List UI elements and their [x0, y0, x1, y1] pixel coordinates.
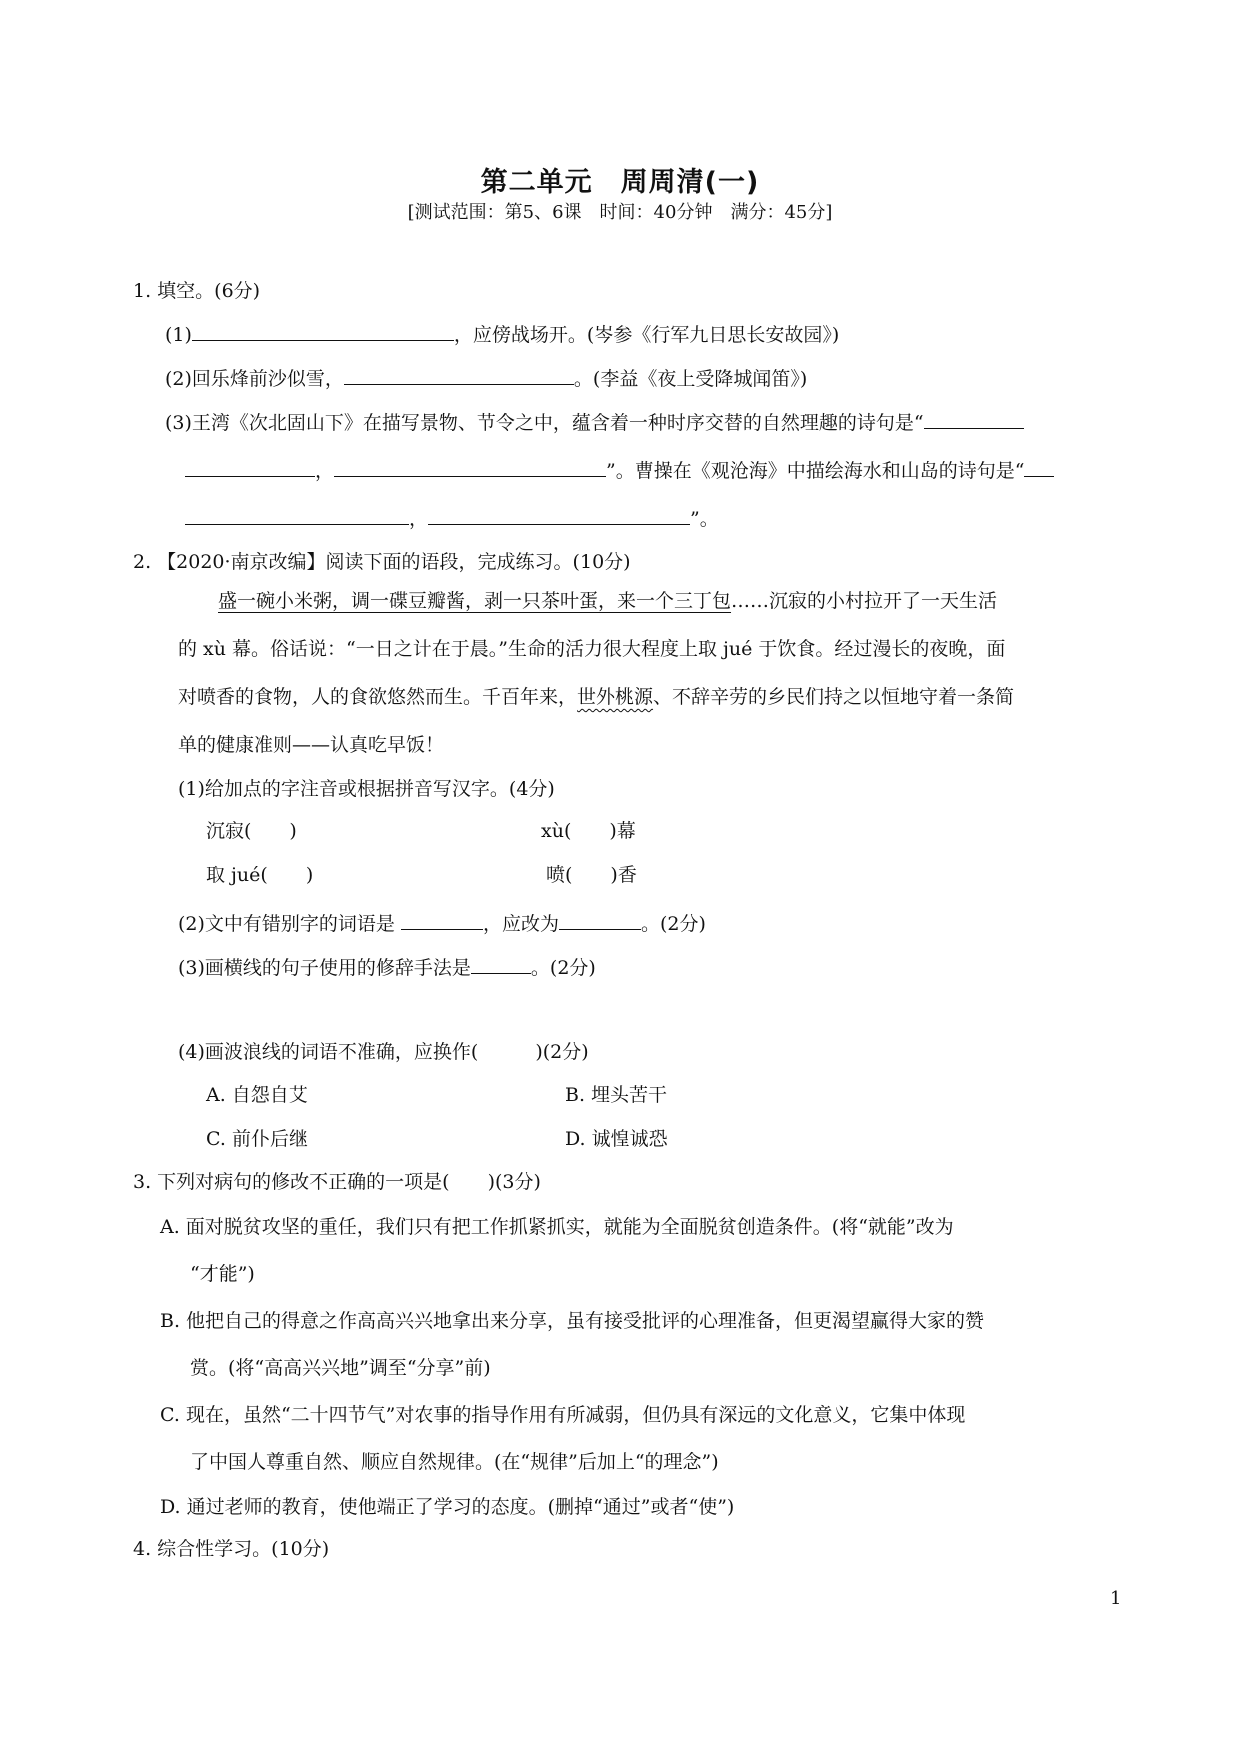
q3-option-a-line1[interactable]: A. 面对脱贫攻坚的重任，我们只有把工作抓紧抓实，就能为全面脱贫创造条件。(将“就能”改为 [160, 1216, 954, 1238]
q2-sub1-item-d[interactable]: 喷( )香 [546, 864, 637, 886]
q3-option-b-line2: 赏。(将“高高兴兴地”调至“分享”前) [190, 1357, 491, 1379]
q1-p1-prefix: (1) [165, 324, 192, 346]
answer-blank[interactable] [185, 458, 315, 477]
q3-option-b-line1[interactable]: B. 他把自己的得意之作高高兴兴地拿出来分享，虽有接受批评的心理准备，但更渴望赢得大家的赞 [160, 1310, 985, 1332]
q2-sub1-item-c[interactable]: 取 jué( ) [206, 864, 314, 886]
option-c[interactable]: C. 前仆后继 [206, 1128, 308, 1150]
q2-sub3-text: (3)画横线的句子使用的修辞手法是 [178, 957, 471, 979]
answer-blank[interactable] [924, 410, 1024, 429]
q2-stem: 2. 【2020·南京改编】阅读下面的语段，完成练习。(10分) [133, 551, 631, 573]
q1-part3-line3 [185, 504, 719, 531]
answer-blank[interactable] [401, 911, 483, 930]
q1-p3-text: ”。曹操在《观沧海》中描绘海水和山岛的诗句是“ [606, 460, 1025, 482]
q1-p2-prefix: (2)回乐烽前沙似雪， [165, 368, 344, 390]
answer-blank[interactable] [559, 911, 641, 930]
passage-line-3 [178, 682, 1014, 709]
option-d[interactable]: D. 诚惶诚恐 [565, 1128, 668, 1150]
q2-sub3-text: 。(2分) [530, 957, 596, 979]
q2-sub3 [178, 953, 596, 980]
passage-line-1 [218, 586, 997, 613]
q1-part3-line2 [185, 456, 1054, 483]
q2-sub2-text: ，应改为 [482, 913, 559, 935]
answer-blank[interactable] [334, 458, 606, 477]
q3-option-c-line2: 了中国人尊重自然、顺应自然规律。(在“规律”后加上“的理念”) [190, 1451, 719, 1473]
q1-p3-text: (3)王湾《次北固山下》在描写景物、节令之中，蕴含着一种时序交替的自然理趣的诗句是“ [165, 412, 924, 434]
answer-blank[interactable] [428, 506, 690, 525]
wavy-underlined-word: 世外桃源 [577, 686, 654, 708]
q2-sub2 [178, 909, 706, 936]
comma: ， [409, 508, 429, 530]
passage-line-4: 单的健康准则——认真吃早饭！ [178, 734, 445, 756]
underlined-sentence: 盛一碗小米粥，调一碟豆瓣酱，剥一只茶叶蛋，来一个三丁包 [218, 590, 732, 612]
answer-blank[interactable] [471, 955, 531, 974]
answer-blank[interactable] [344, 366, 574, 385]
q1-part1 [165, 320, 839, 347]
passage-text: ……沉寂的小村拉开了一天生活 [731, 590, 998, 612]
q3-option-d[interactable]: D. 通过老师的教育，使他端正了学习的态度。(删掉“通过”或者“使”) [160, 1496, 735, 1518]
q1-p3-text: ”。 [690, 508, 719, 530]
q3-stem: 3. 下列对病句的修改不正确的一项是( )(3分) [133, 1171, 541, 1193]
answer-blank[interactable] [185, 506, 409, 525]
answer-blank[interactable] [1024, 458, 1054, 477]
q2-sub2-text: (2)文中有错别字的词语是 [178, 913, 401, 935]
q2-sub1-item-b[interactable]: xù( )幕 [541, 820, 636, 842]
passage-line-2: 的 xù 幕。俗话说：“一日之计在于晨。”生命的活力很大程度上取 jué 于饮食。经过漫长的夜晚，面 [178, 638, 1006, 660]
q1-p2-suffix: 。(李益《夜上受降城闻笛》) [573, 368, 808, 390]
q3-option-c-line1[interactable]: C. 现在，虽然“二十四节气”对农事的指导作用有所减弱，但仍具有深远的文化意义，它集中体现 [160, 1404, 966, 1426]
option-b[interactable]: B. 埋头苦干 [565, 1084, 668, 1106]
q2-sub1-item-a[interactable]: 沉寂( ) [206, 820, 297, 842]
passage-text: 对喷香的食物，人的食欲悠然而生。千百年来， [178, 686, 578, 708]
answer-blank[interactable] [192, 322, 454, 341]
q1-stem: 1. 填空。(6分) [133, 280, 261, 302]
q1-p1-suffix: ，应傍战场开。(岑参《行军九日思长安故园》) [453, 324, 840, 346]
page-title: 第二单元 周周清(一) [480, 167, 760, 198]
q2-sub4: (4)画波浪线的词语不准确，应换作( )(2分) [178, 1041, 589, 1063]
q4-stem: 4. 综合性学习。(10分) [133, 1538, 330, 1560]
page-number: 1 [1110, 1588, 1122, 1609]
test-info: [测试范围：第5、6课 时间：40分钟 满分：45分] [407, 202, 833, 223]
option-a[interactable]: A. 自怨自艾 [206, 1084, 308, 1106]
q2-sub1: (1)给加点的字注音或根据拼音写汉字。(4分) [178, 778, 555, 800]
q1-part3-line1 [165, 408, 1024, 435]
q2-sub2-text: 。(2分) [640, 913, 706, 935]
passage-text: 、不辞辛劳的乡民们持之以恒地守着一条简 [653, 686, 1015, 708]
q1-part2 [165, 364, 807, 391]
q3-option-a-line2: “才能”) [190, 1263, 255, 1285]
comma: ， [315, 460, 335, 482]
